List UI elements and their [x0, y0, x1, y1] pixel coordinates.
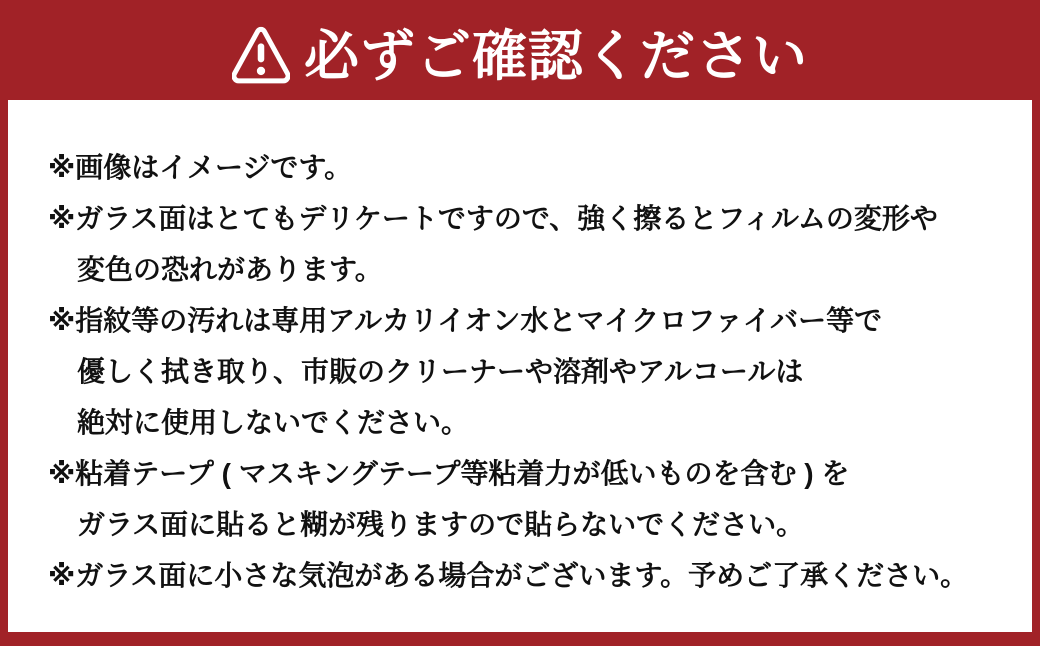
notice-line: ※画像はイメージです。 — [48, 152, 353, 183]
notice-item-delicate-surface — [48, 193, 1012, 295]
notice-item-image-disclaimer — [48, 142, 1012, 193]
notice-line: ガラス面に貼ると糊が残りますので貼らないでください。 — [77, 509, 805, 540]
notice-line: ※粘着テープ ( マスキングテープ等粘着力が低いものを含む ) を — [48, 458, 850, 489]
notice-line: ※ガラス面に小さな気泡がある場合がございます。予めご了承ください。 — [48, 560, 969, 591]
notice-line: 優しく拭き取り、市販のクリーナーや溶剤やアルコールは — [77, 356, 804, 387]
notice-item-air-bubbles — [48, 550, 1012, 601]
warning-triangle-icon — [232, 25, 290, 87]
notice-line: ※指紋等の汚れは専用アルカリイオン水とマイクロファイバー等で — [48, 305, 883, 336]
warning-banner — [0, 0, 1040, 100]
banner-title: 必ずご確認ください — [303, 24, 808, 87]
notice-line: 変色の恐れがあります。 — [77, 254, 383, 285]
notice-line: ※ガラス面はとてもデリケートですので、強く擦るとフィルムの変形や — [48, 203, 938, 234]
notice-item-cleaning-instructions — [48, 295, 1012, 448]
notice-line: 絶対に使用しないでください。 — [77, 407, 470, 438]
notice-item-adhesive-tape — [48, 448, 1012, 550]
notice-panel — [8, 100, 1032, 632]
